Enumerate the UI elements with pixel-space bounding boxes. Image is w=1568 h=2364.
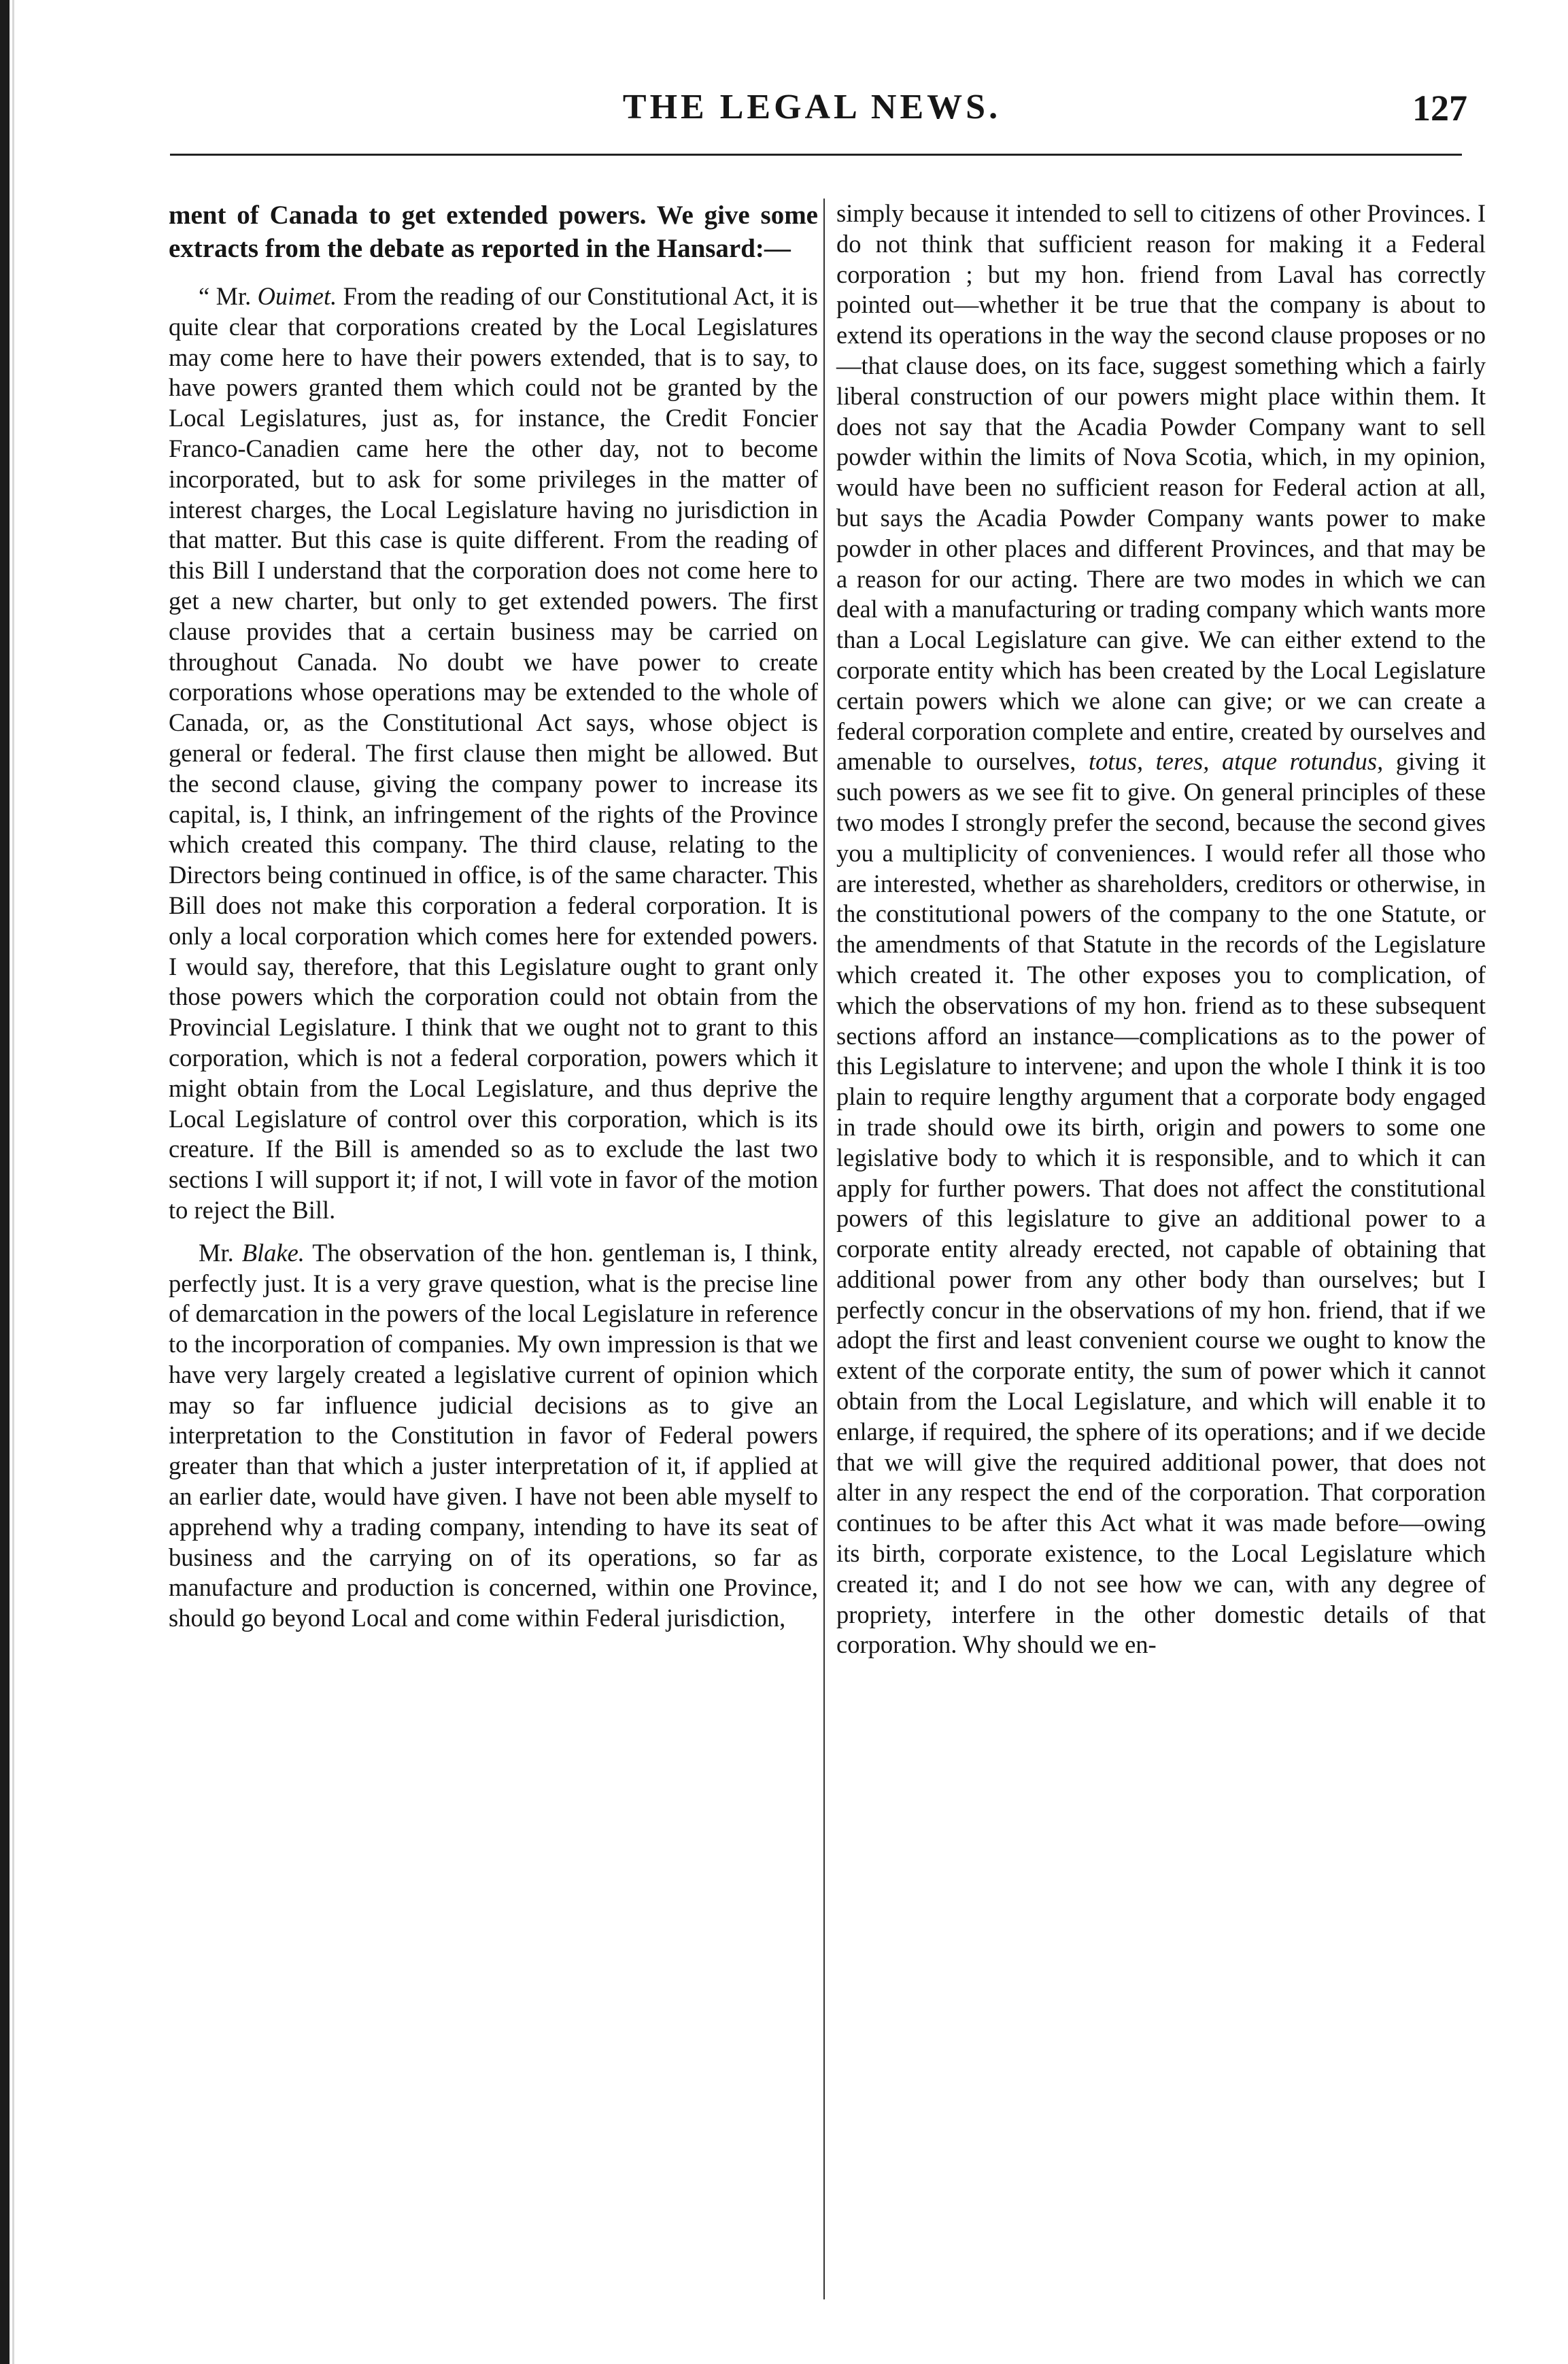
binding-edge bbox=[0, 0, 10, 2364]
speaker-blake: Blake. bbox=[241, 1238, 305, 1267]
ouimet-speech bbox=[169, 281, 818, 1226]
intro-text: ment of Canada to get extended powers. We give some extracts from the debate as reported in the Hansard:— bbox=[169, 201, 818, 263]
right-text-b: giving it such powers as we see fit to give. On general principles of these two modes I strongly prefer the second, because the second gives you a multiplicity of conveniences. I would refer all those who are interested, whether as shareholders, creditors or otherwise, in the constitutional powers of the company to the one Statute, or the amendments of that Statute in the records of the Legislature which created it. The other exposes you to complication, of which the observations of my hon. friend as to these subsequent sections afford an instance—complications as to the power of this Legislature to intervene; and upon the whole I think it is too plain to require lengthy argument that a corporate body engaged in trade should owe its birth, origin and powers to some one legislative body to which it is responsible, and to which it can apply for further powers. That does not affect the constitutional powers of this legislature to give an additional power to a corporate entity already erected, not capable of obtaining that additional power from any other body than ourselves; but I perfectly concur in the observations of my hon. friend, that if we adopt the first and least convenient course we ought to know the extent of the corporate entity, the sum of power which it cannot obtain from the Local Legislature, and which will enable it to enlarge, if required, the sphere of its operations; and if we decide that we will give the required additional power, that does not alter in any respect the end of the corporation. That corporation continues to be after this Act what it was made before—owing its birth, corporate existence, to the Local Legislature which created it; and I do not see how we can, with any degree of propriety, interfere in the other domestic details of that corporation. Why should we en- bbox=[836, 747, 1486, 1659]
blake-speech bbox=[169, 1238, 818, 1634]
latin-phrase: totus, teres, atque rotundus, bbox=[1088, 747, 1384, 776]
blake-open: Mr. bbox=[199, 1238, 242, 1267]
right-text-a: simply because it intended to sell to citizens of other Provinces. I do not think that sufficient reason for making it a Federal corporation ; but my hon. friend from Laval has correctly pointed out—whether it be true that the company is about to extend its operations in the way the second clause proposes or no—that clause does, on its face, suggest something which a fairly liberal construction of our powers might place within them. It does not say that the Acadia Powder Company want to sell powder within the limits of Nova Scotia, which, in my opinion, would have been no sufficient reason for Federal action at all, but says the Acadia Powder Company wants power to make powder in other places and different Provinces, and that may be a reason for our acting. There are two modes in which we can deal with a manufacturing or trading company which wants more than a Local Legislature can give. We can either extend to the corporate entity which has been created by the Local Legislature certain powers which we alone can give; or we can create a federal corporation complete and entire, created by ourselves and amenable to ourselves, bbox=[836, 199, 1486, 776]
column-divider bbox=[823, 199, 825, 2299]
binding-edge-shadow bbox=[12, 0, 14, 2364]
speaker-ouimet: Ouimet. bbox=[257, 282, 337, 310]
page-number: 127 bbox=[1412, 88, 1467, 129]
right-column bbox=[836, 199, 1486, 1660]
blake-text: The observation of the hon. gentleman is, I think, perfectly just. It is a very grave question, what is the precise line of demarcation in the powers of the local Legislature in reference to the incorporation of companies. My own impression is that we have very largely created a legislative current of opinion which may so far influence judicial decisions as to give an interpretation to the Constitution in favor of Federal powers greater than that which a juster interpretation of it, if applied at an earlier date, would have given. I have not been able myself to apprehend why a trading company, intending to have its seat of business and the carrying on of its operations, so far as manufacture and production is concerned, within one Province, should go beyond Local and come within Federal jurisdiction, bbox=[169, 1238, 818, 1632]
running-header bbox=[156, 87, 1467, 135]
left-column bbox=[169, 199, 818, 1634]
ouimet-text: From the reading of our Constitutional Act, it is quite clear that corporations created by the Local Legislatures may come here to have their powers extended, that is to say, to have powers granted them which could not be granted by the Local Legislatures, just as, for instance, the Credit Foncier Franco-Canadien came here the other day, not to become incorporated, but to ask for some privileges in the matter of interest charges, the Local Legislature having no jurisdiction in that matter. But this case is quite different. From the reading of this Bill I understand that the corporation does not come here to get a new charter, but only to get extended powers. The first clause provides that a certain business may be carried on throughout Canada. No doubt we have power to create corporations whose operations may be extended to the whole of Canada, or, as the Constitutional Act says, whose object is general or federal. The first clause then might be allowed. But the second clause, giving the company power to increase its capital, is, I think, an infringement of the rights of the Province which created this company. The third clause, relating to the Directors being continued in office, is of the same character. This Bill does not make this corporation a federal corporation. It is only a local corporation which comes here for extended powers. I would say, therefore, that this Legislature ought to grant only those powers which the corporation could not obtain from the Provincial Legislature. I think that we ought not to grant to this corporation, which is not a federal corporation, powers which it might obtain from the Local Legislature, and thus deprive the Local Legislature of control over this corporation, which is its creature. If the Bill is amended so as to exclude the last two sections I will support it; if not, I will vote in favor of the motion to reject the Bill. bbox=[169, 282, 818, 1224]
header-rule bbox=[170, 154, 1462, 156]
blake-speech-continued bbox=[836, 199, 1486, 1660]
journal-title: THE LEGAL NEWS. bbox=[622, 88, 1002, 126]
ouimet-open: “ Mr. bbox=[199, 282, 258, 310]
intro-paragraph bbox=[169, 199, 818, 265]
